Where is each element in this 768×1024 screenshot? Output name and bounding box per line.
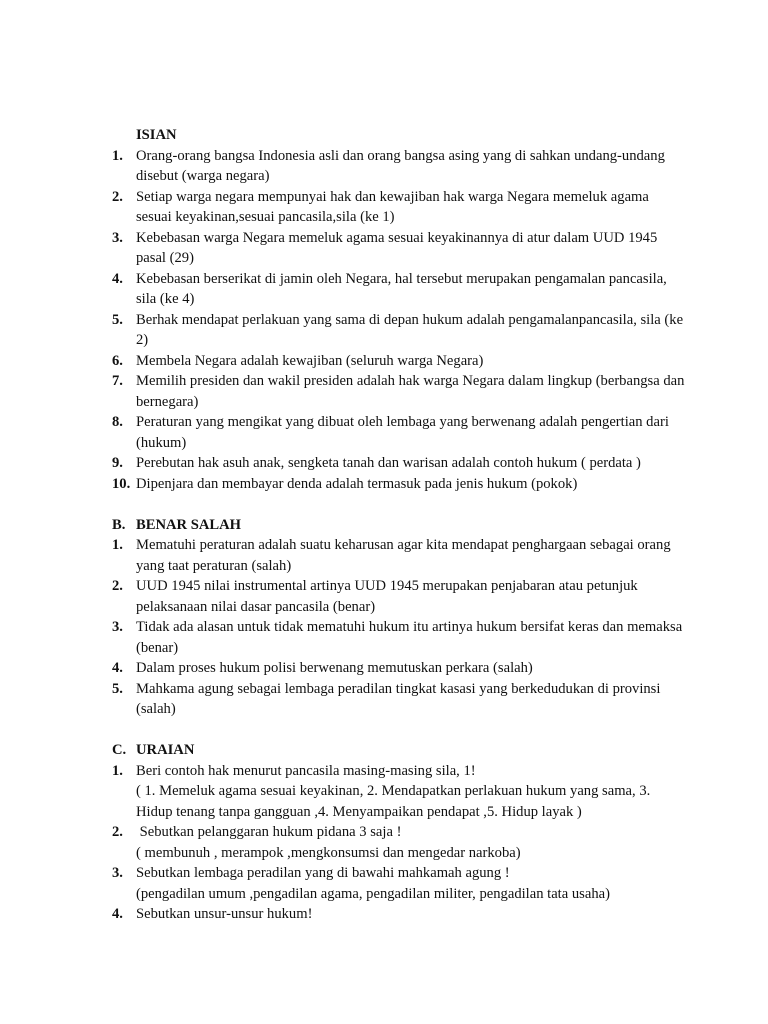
item-number: 9. [112, 455, 123, 471]
item-body [136, 822, 687, 863]
item-text: UUD 1945 nilai instrumental artinya UUD 1945 merupakan penjabaran atau petunjuk pelaksanaan nilai dasar pancasila (benar) [136, 578, 638, 615]
section-title: ISIAN [136, 127, 177, 143]
item-text: Perebutan hak asuh anak, sengketa tanah dan warisan adalah contoh hukum ( perdata ) [136, 455, 641, 471]
list-item [112, 535, 687, 576]
section-heading-isian [112, 125, 687, 146]
item-text: Orang-orang bangsa Indonesia asli dan orang bangsa asing yang di sahkan undang-undang disebut (warga negara) [136, 147, 665, 184]
list-item [112, 822, 687, 863]
document-content [112, 125, 687, 925]
question-text: Sebutkan lembaga peradilan yang di bawahi mahkamah agung ! [136, 865, 510, 881]
list-item [112, 863, 687, 904]
item-number: 6. [112, 352, 123, 369]
item-text: Peraturan yang mengikat yang dibuat oleh lembaga yang berwenang adalah pengertian dari (hukum) [136, 414, 669, 451]
item-number: 1. [112, 147, 123, 164]
list-item [112, 761, 687, 823]
item-text: Dipenjara dan membayar denda adalah termasuk pada jenis hukum (pokok) [136, 475, 578, 492]
section-spacer [112, 720, 687, 741]
item-number: 3. [112, 229, 123, 246]
uraian-list [112, 761, 687, 925]
answer-text: (pengadilan umum ,pengadilan agama, pengadilan militer, pengadilan tata usaha) [136, 885, 610, 902]
section-title: URAIAN [136, 742, 195, 758]
item-text: Mematuhi peraturan adalah suatu keharusan agar kita mendapat penghargaan sebagai orang yang taat peraturan (salah) [136, 537, 671, 574]
section-letter: C. [112, 742, 127, 758]
list-item [112, 269, 687, 310]
item-body [136, 904, 687, 925]
item-text: Kebebasan warga Negara memeluk agama sesuai keyakinannya di atur dalam UUD 1945 pasal (29) [136, 229, 658, 266]
item-text: Mahkama agung sebagai lembaga peradilan tingkat kasasi yang berkedudukan di provinsi (salah) [136, 680, 661, 717]
list-item [112, 228, 687, 269]
item-text: Setiap warga negara mempunyai hak dan kewajiban hak warga Negara memeluk agama sesuai keyakinan,sesuai pancasila,sila (ke 1) [136, 188, 649, 225]
item-number: 3. [112, 619, 123, 635]
item-text: Dalam proses hukum polisi berwenang memutuskan perkara (salah) [136, 660, 533, 676]
list-item [112, 412, 687, 453]
item-number: 4. [112, 660, 123, 676]
item-text: Memilih presiden dan wakil presiden adalah hak warga Negara dalam lingkup (berbangsa dan bernegara) [136, 373, 685, 410]
item-text: Berhak mendapat perlakuan yang sama di depan hukum adalah pengamalanpancasila, sila (ke 2) [136, 311, 684, 348]
item-text: Tidak ada alasan untuk tidak mematuhi hukum itu artinya hukum bersifat keras dan memaksa (benar) [136, 619, 683, 656]
item-number: 4. [112, 270, 123, 287]
item-number: 7. [112, 373, 123, 389]
list-item [112, 146, 687, 187]
item-number: 5. [112, 680, 123, 697]
list-item [112, 453, 687, 474]
answer-text: ( 1. Memeluk agama sesuai keyakinan, 2. Mendapatkan perlakuan hukum yang sama, 3. Hidup tenang tanpa gangguan ,4. Menyampaikan pendapat ,5. Hidup layak ) [136, 783, 651, 820]
section-title: BENAR SALAH [136, 516, 242, 533]
item-number: 5. [112, 311, 123, 328]
section-letter: B. [112, 516, 126, 533]
item-text: Membela Negara adalah kewajiban (seluruh warga Negara) [136, 352, 484, 369]
list-item [112, 371, 687, 412]
item-number: 4. [112, 906, 123, 922]
item-number: 2. [112, 188, 123, 205]
item-body [136, 863, 687, 904]
list-item [112, 351, 687, 372]
benar-salah-list [112, 535, 687, 720]
item-body [136, 761, 687, 823]
item-number: 10. [112, 475, 131, 492]
item-number: 2. [112, 824, 123, 840]
list-item [112, 187, 687, 228]
list-item [112, 679, 687, 720]
item-number: 1. [112, 762, 123, 779]
list-item [112, 658, 687, 679]
question-text: Sebutkan unsur-unsur hukum! [136, 906, 313, 922]
question-text: Beri contoh hak menurut pancasila masing-masing sila, 1! [136, 762, 476, 779]
list-item [112, 310, 687, 351]
section-heading-benar-salah [112, 515, 687, 536]
section-heading-uraian [112, 740, 687, 761]
item-number: 2. [112, 578, 123, 594]
isian-list [112, 146, 687, 495]
item-number: 3. [112, 865, 123, 881]
item-text: Kebebasan berserikat di jamin oleh Negara, hal tersebut merupakan pengamalan pancasila, sila (ke 4) [136, 270, 667, 307]
item-number: 8. [112, 414, 123, 430]
list-item [112, 474, 687, 495]
answer-text: ( membunuh , merampok ,mengkonsumsi dan mengedar narkoba) [136, 844, 521, 861]
item-number: 1. [112, 537, 123, 553]
question-text: Sebutkan pelanggaran hukum pidana 3 saja ! [136, 824, 402, 840]
list-item [112, 617, 687, 658]
list-item [112, 904, 687, 925]
section-spacer [112, 494, 687, 515]
list-item [112, 576, 687, 617]
